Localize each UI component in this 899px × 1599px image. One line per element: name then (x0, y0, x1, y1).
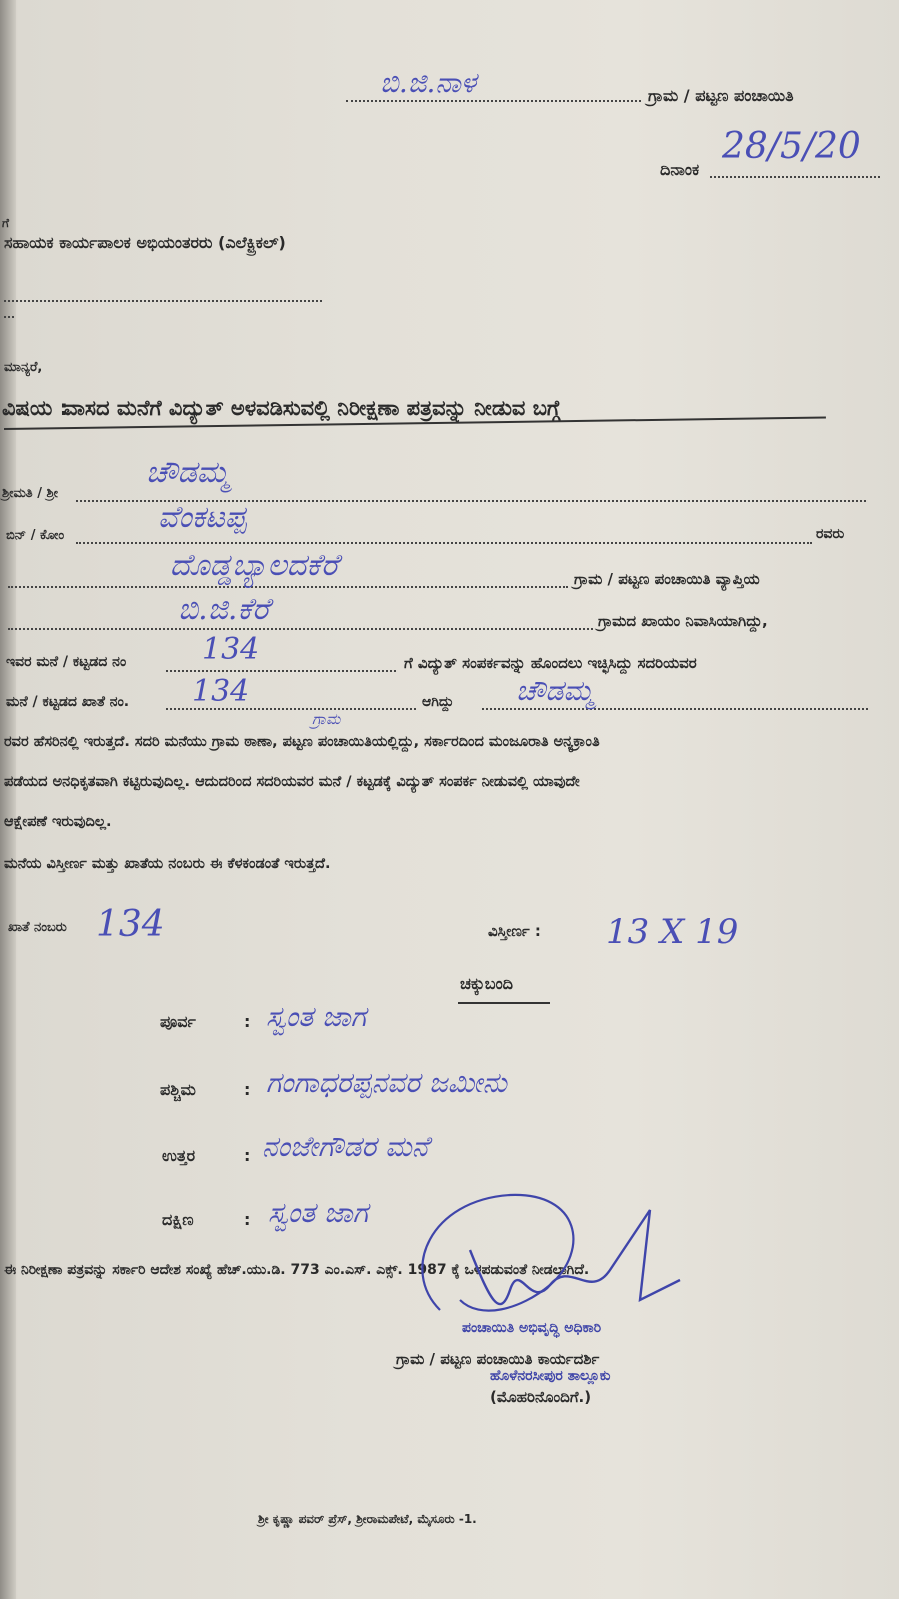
boundary-dir-north: ಉತ್ತರ (162, 1146, 196, 1165)
panchayat-handwritten: ಬಿ.ಜಿ.ನಾಳ (380, 66, 477, 99)
house-handwritten: 134 (202, 632, 260, 667)
stamp-line-3: ಹೊಳೆನರಸೀಪುರ ತಾಲ್ಲೂಕು (490, 1368, 611, 1384)
village-handwritten: ದೊಡ್ಡಬ್ಯಾಲದಕೆರೆ (170, 548, 339, 583)
village-suffix: ಗ್ರಾಮ / ಪಟ್ಟಣ ಪಂಚಾಯಿತಿ ವ್ಯಾಪ್ತಿಯ (574, 570, 760, 588)
boundary-value-north: ನಂಜೇಗೌಡರ ಮನೆ (262, 1130, 429, 1163)
area-handwritten: 13 X 19 (606, 912, 739, 952)
press-imprint: ಶ್ರೀ ಕೃಷ್ಣಾ ಪವರ್ ಪ್ರೆಸ್, ಶ್ರೀರಾಮಪೇಟೆ, ಮೈಸೂರು -1. (258, 1512, 477, 1526)
name-label: ಶ್ರೀಮತಿ / ಶ್ರೀ (2, 486, 58, 501)
boundary-colon-west: : (244, 1080, 251, 1099)
khata-no-handwritten: 134 (96, 904, 165, 945)
panchayat-suffix: ಗ್ರಾಮ / ಪಟ್ಟಣ ಪಂಚಾಯಿತಿ (648, 86, 794, 105)
boundary-value-south: ಸ್ವಂತ ಜಾಗ (268, 1196, 368, 1229)
salutation: ಮಾನ್ಯರೆ, (4, 360, 43, 375)
boundaries-title: ಚಕ್ಕುಬಂದಿ (460, 974, 513, 993)
para-insert-handwritten: ಗ್ರಾಮ (312, 710, 341, 728)
area-label: ವಿಸ್ತೀರ್ಣ : (488, 922, 541, 940)
to-address-dotted-line (4, 300, 322, 302)
name-handwritten: ಚೌಡಮ್ಮ (146, 455, 230, 490)
khata-label: ಮನೆ / ಕಟ್ಟಡದ ಖಾತೆ ನಂ. (6, 694, 130, 710)
date-dotted-line (710, 176, 880, 178)
khata-handwritten: 134 (192, 674, 250, 709)
para-line-3: ಆಕ್ಷೇಪಣೆ ಇರುವುದಿಲ್ಲ. (4, 814, 112, 830)
stamp-line-1: ಪಂಚಾಯಿತಿ ಅಭಿವೃದ್ಧಿ ಅಧಿಕಾರಿ (462, 1320, 602, 1336)
boundary-dir-east: ಪೂರ್ವ (160, 1012, 196, 1031)
date-label: ದಿನಾಂಕ (660, 160, 700, 179)
boundary-colon-east: : (244, 1012, 251, 1031)
to-address-dotted-line-2 (4, 316, 14, 318)
khata-name-dotted-line (482, 708, 868, 710)
boundary-colon-south: : (244, 1210, 251, 1229)
subject-label: ವಿಷಯ : (2, 396, 69, 420)
father-handwritten: ವೆಂಕಟಪ್ಪ (158, 500, 247, 535)
house-suffix: ಗೆ ವಿದ್ಯುತ್ ಸಂಪರ್ಕವನ್ನು ಹೊಂದಲು ಇಚ್ಛಿಸಿದ್ದು ಸದರಿಯವರ (404, 654, 697, 672)
village2-suffix: ಗ್ರಾಮದ ಖಾಯಂ ನಿವಾಸಿಯಾಗಿದ್ದು, (598, 612, 768, 630)
father-dotted-line (76, 542, 812, 544)
khata-no-label: ಖಾತೆ ನಂಬರು (8, 920, 67, 935)
khata-name-handwritten: ಚೌಡಮ್ಮ (516, 674, 594, 707)
signature (400, 1190, 700, 1340)
panchayat-dotted-line (346, 100, 641, 102)
boundary-dir-west: ಪಶ್ಚಿಮ (160, 1080, 196, 1099)
stamp-line-4: (ಮೊಹರಿನೊಂದಿಗೆ.) (490, 1388, 592, 1406)
father-label: ಬಿನ್ / ಕೋಂ (6, 528, 65, 543)
house-label: ಇವರ ಮನೆ / ಕಟ್ಟಡದ ನಂ (6, 654, 127, 670)
date-handwritten: 28/5/20 (722, 126, 861, 167)
para-line-2: ಪಡೆಯದ ಅನಧಿಕೃತವಾಗಿ ಕಟ್ಟಿರುವುದಿಲ್ಲ. ಆದುದರಿಂದ ಸದರಿಯವರ ಮನೆ / ಕಟ್ಟಡಕ್ಕೆ ವಿದ್ಯುತ್ ಸಂಪರ್ಕ ನೀಡುವಲ್ಲಿ ಯಾವುದೇ (4, 774, 580, 790)
boundary-value-east: ಸ್ವಂತ ಜಾಗ (266, 1000, 366, 1033)
father-suffix: ರವರು (816, 526, 845, 542)
to-line: ಸಹಾಯಕ ಕಾರ್ಯಪಾಲಕ ಅಭಿಯಂತರರು (ಎಲೆಕ್ಟ್ರಿಕಲ್) (4, 233, 286, 252)
boundary-value-west: ಗಂಗಾಧರಪ್ಪನವರ ಜಮೀನು (266, 1066, 507, 1099)
to-prefix: ಗೆ (2, 216, 9, 230)
boundary-colon-north: : (244, 1146, 251, 1165)
boundary-dir-south: ದಕ್ಷಿಣ (162, 1210, 194, 1229)
house-dotted-line (166, 670, 396, 672)
para-line-1: ರವರ ಹೆಸರಿನಲ್ಲಿ ಇರುತ್ತದೆ. ಸದರಿ ಮನೆಯು ಗ್ರಾಮ ಠಾಣಾ, ಪಟ್ಟಣ ಪಂಚಾಯಿತಿಯಲ್ಲಿದ್ದು, ಸರ್ಕಾರದಿಂದ ಮಂಜೂರಾತಿ ಅನ್ಯಕ್ರಾಂತಿ (4, 734, 600, 750)
village2-handwritten: ಬಿ.ಜಿ.ಕೆರೆ (178, 592, 270, 627)
village2-dotted-line (8, 628, 593, 630)
stamp-line-2: ಗ್ರಾಮ / ಪಟ್ಟಣ ಪಂಚಾಯಿತಿ ಕಾರ್ಯದರ್ಶಿ (396, 1350, 600, 1368)
para-line-4: ಮನೆಯ ವಿಸ್ತೀರ್ಣ ಮತ್ತು ಖಾತೆಯ ನಂಬರು ಈ ಕೆಳಕಂಡಂತೆ ಇರುತ್ತದೆ. (4, 856, 331, 872)
khata-mid: ಆಗಿದ್ದು (422, 694, 454, 710)
order-text: ಈ ನಿರೀಕ್ಷಣಾ ಪತ್ರವನ್ನು ಸರ್ಕಾರಿ ಆದೇಶ ಸಂಖ್ಯೆ ಹೆಚ್.ಯು.ಡಿ. 773 ಎಂ.ಎಸ್. ಎಕ್ಸ್. 1987 ಕ್ಕೆ ಒಳಪಡುವಂತೆ ನೀಡಲಾಗಿದೆ. (4, 1262, 590, 1278)
village-dotted-line (8, 586, 568, 588)
subject-text: ವಾಸದ ಮನೆಗೆ ವಿದ್ಯುತ್ ಅಳವಡಿಸುವಲ್ಲಿ ನಿರೀಕ್ಷಣಾ ಪತ್ರವನ್ನು ನೀಡುವ ಬಗ್ಗೆ (64, 396, 561, 420)
boundaries-underline (458, 1002, 550, 1004)
